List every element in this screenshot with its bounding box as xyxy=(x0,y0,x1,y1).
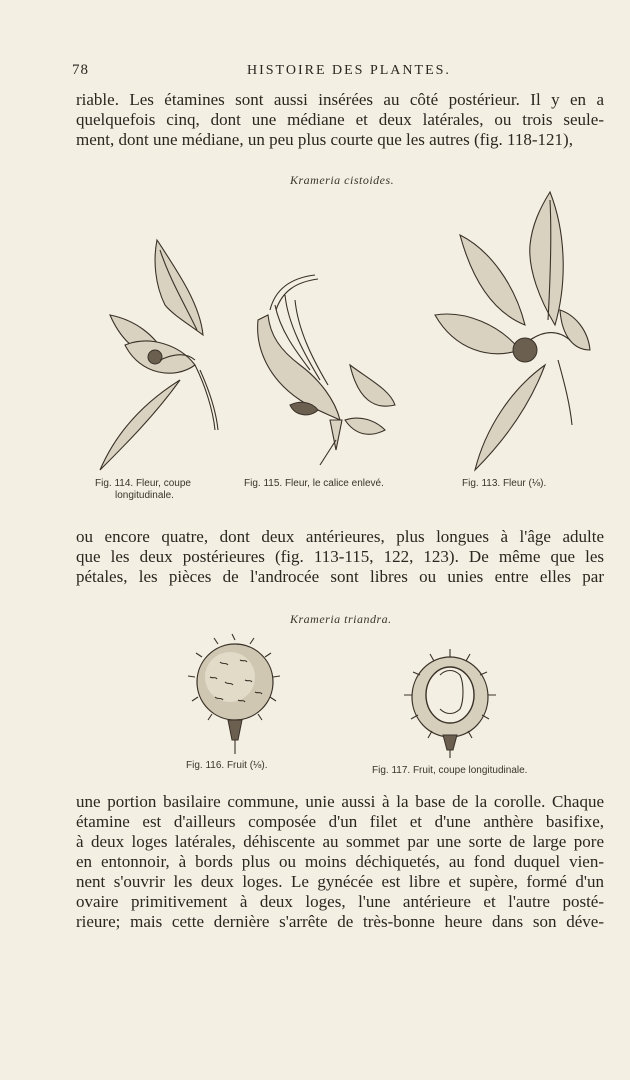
text-line: à deux loges latérales, déhiscente au sommet par une sorte de large pore xyxy=(76,832,604,851)
text-line: pétales, les pièces de l'androcée sont libres ou unies entre elles par xyxy=(76,567,604,586)
text-line: quelquefois cinq, dont une médiane et deux latérales, ou trois seule- xyxy=(76,110,604,129)
paragraph-3 xyxy=(76,792,604,932)
text-line: rieure; mais cette dernière s'arrête de très-bonne heure dans son déve- xyxy=(76,912,604,931)
caption-line: Fig. 114. Fleur, coupe xyxy=(95,478,191,489)
text-line: ovaire primitivement à deux loges, l'une antérieure et l'autre posté- xyxy=(76,892,604,911)
text-line: riable. Les étamines sont aussi insérées au côté postérieur. Il y en a xyxy=(76,90,604,109)
text-line: étamine est d'ailleurs composée d'un filet et d'une anthère basifixe, xyxy=(76,812,604,831)
paragraph-2 xyxy=(76,527,604,587)
fig-117-caption: Fig. 117. Fruit, coupe longitudinale. xyxy=(372,765,528,776)
fig-115-caption: Fig. 115. Fleur, le calice enlevé. xyxy=(244,478,384,489)
fig-113-caption: Fig. 113. Fleur (⅛). xyxy=(462,478,547,489)
fig-115-illustration xyxy=(250,270,400,470)
species-label-krameria-triandra: Krameria triandra. xyxy=(290,612,392,626)
page-header xyxy=(72,62,590,82)
text-line: une portion basilaire commune, unie aussi à la base de la corolle. Chaque xyxy=(76,792,604,811)
paragraph-1 xyxy=(76,90,604,150)
fig-117-illustration xyxy=(398,645,503,760)
page-number: 78 xyxy=(72,62,89,78)
caption-line: longitudinale. xyxy=(115,490,174,501)
fig-114-caption xyxy=(95,478,191,502)
text-line: nent s'ouvrir les deux loges. Le gynécée est libre et supère, formé d'un xyxy=(76,872,604,891)
text-line: ou encore quatre, dont deux antérieures, plus longues à l'âge adulte xyxy=(76,527,604,546)
text-line: en entonnoir, à bords plus ou moins déchiquetés, au fond duquel vien- xyxy=(76,852,604,871)
fig-116-illustration xyxy=(180,632,290,757)
fig-113-illustration xyxy=(430,190,595,475)
running-head: HISTOIRE DES PLANTES. xyxy=(247,63,451,78)
species-label-krameria-cistoides: Krameria cistoides. xyxy=(290,173,395,187)
text-line: ment, dont une médiane, un peu plus courte que les autres (fig. 118-121), xyxy=(76,130,573,149)
fig-114-illustration xyxy=(95,235,225,475)
fig-116-caption: Fig. 116. Fruit (⅛). xyxy=(186,760,268,771)
text-line: que les deux postérieures (fig. 113-115, 122, 123). De même que les xyxy=(76,547,604,566)
